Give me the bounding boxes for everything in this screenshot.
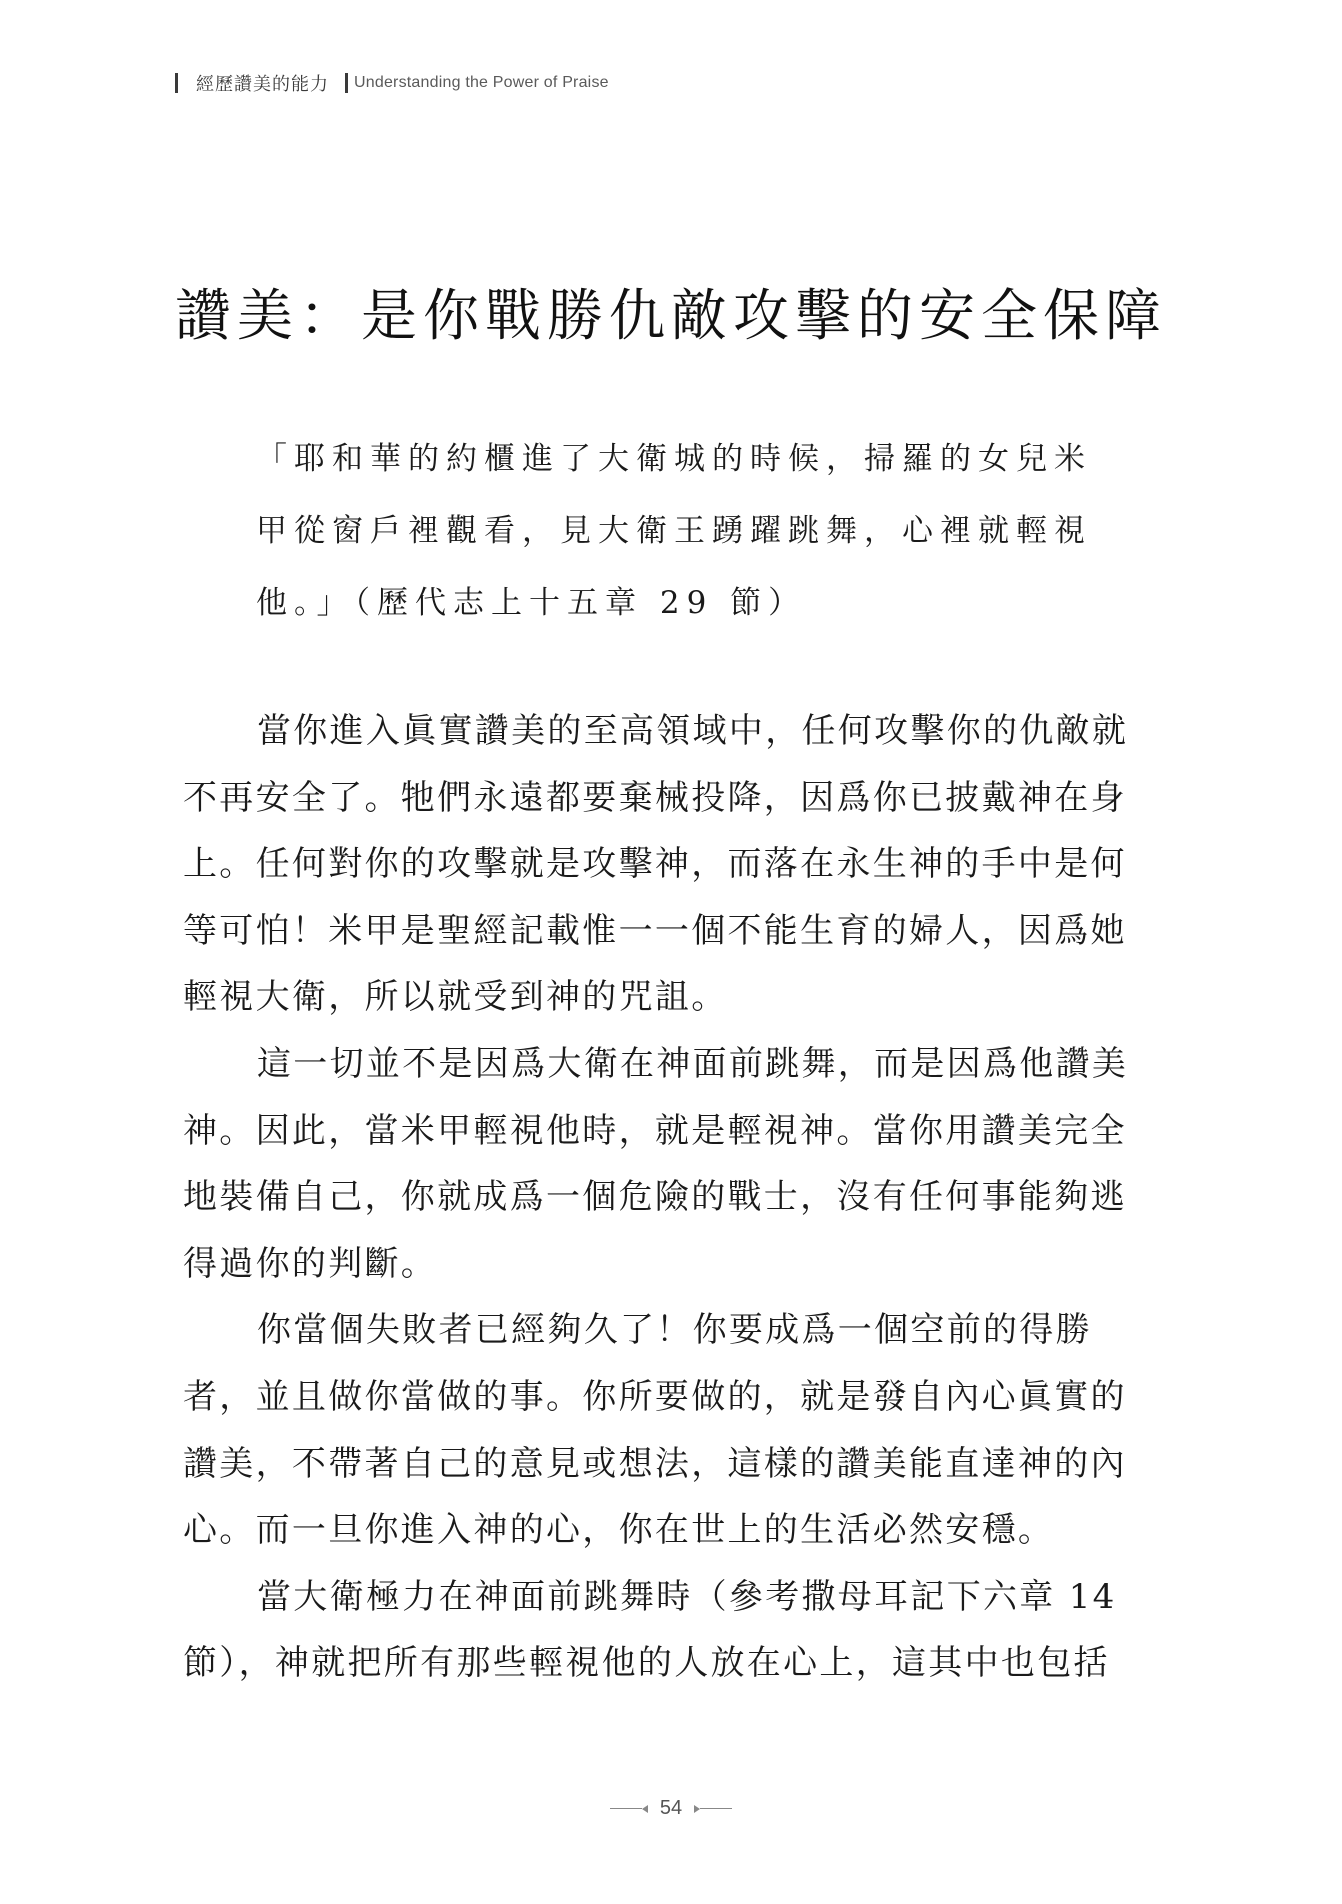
paragraph-2-line: 神。因此，當米甲輕視他時，就是輕視神。當你用讚美完全: [183, 1110, 1127, 1151]
header-bar-middle: [345, 73, 348, 93]
book-title-chinese: 經歷讚美的能力: [196, 74, 329, 94]
quote-line: 他。」（歷代志上十五章 29 節）: [256, 585, 807, 621]
paragraph-2-line: 這一切並不是因爲大衛在神面前跳舞，而是因爲他讚美: [257, 1043, 1129, 1084]
paragraph-2-line: 地裝備自己，你就成爲一個危險的戰士，沒有任何事能夠逃: [183, 1177, 1127, 1218]
paragraph-3-line: 你當個失敗者已經夠久了！你要成爲一個空前的得勝: [257, 1310, 1092, 1351]
quote-line: 「耶和華的約櫃進了大衛城的時候，掃羅的女兒米: [256, 441, 1092, 477]
page-footer: [0, 1797, 1342, 1820]
chapter-title: 讚美：是你戰勝仇敵攻擊的安全保障: [175, 284, 1167, 349]
paragraph-3-line: 讚美，不帶著自己的意見或想法，這樣的讚美能直達神的內: [183, 1443, 1127, 1484]
paragraph-4-line: 節），神就把所有那些輕視他的人放在心上，這其中也包括: [183, 1643, 1110, 1684]
book-title-english: Understanding the Power of Praise: [354, 74, 609, 91]
paragraph-1-line: 輕視大衛，所以就受到神的咒詛。: [183, 977, 728, 1018]
paragraph-1-line: 上。任何對你的攻擊就是攻擊神，而落在永生神的手中是何: [183, 844, 1127, 885]
paragraph-3-line: 者，並且做你當做的事。你所要做的，就是發自內心眞實的: [183, 1376, 1127, 1417]
paragraph-3-line: 心。而一旦你進入神的心，你在世上的生活必然安穩。: [183, 1510, 1055, 1551]
quote-line: 甲從窗戶裡觀看，見大衛王踴躍跳舞，心裡就輕視: [256, 513, 1092, 549]
paragraph-1-line: 當你進入眞實讚美的至高領域中，任何攻擊你的仇敵就: [257, 711, 1129, 751]
paragraph-4-line: 當大衛極力在神面前跳舞時（參考撒母耳記下六章 14: [257, 1576, 1117, 1617]
header-bar-left: [175, 73, 178, 93]
page-number-ornament-right: [694, 1805, 732, 1813]
page-number: 54: [659, 1797, 683, 1819]
body-text: [183, 698, 1153, 1697]
scripture-quote: [256, 423, 1096, 639]
paragraph-2-line: 得過你的判斷。: [183, 1243, 438, 1284]
paragraph-1-line: 不再安全了。牠們永遠都要棄械投降，因爲你已披戴神在身: [183, 777, 1127, 818]
running-header: [175, 68, 609, 98]
paragraph-1-line: 等可怕！米甲是聖經記載惟一一個不能生育的婦人，因爲她: [183, 910, 1127, 951]
page-number-ornament-left: [610, 1805, 648, 1813]
